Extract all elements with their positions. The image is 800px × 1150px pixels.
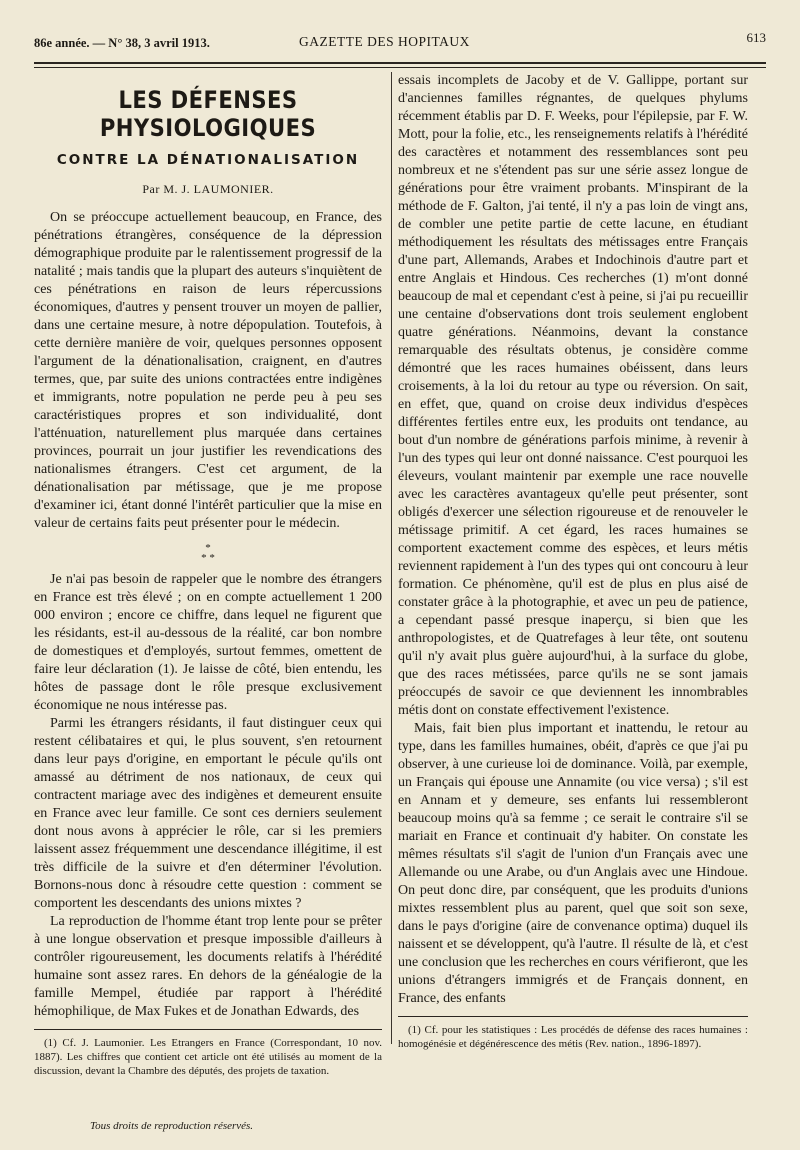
header-rule [34, 62, 766, 68]
paragraph: Mais, fait bien plus important et inattendu, le retour au type, dans les familles humaines, obéit, d'après ce que j'ai pu observer, à une curieuse loi de dominance. Voilà, par exemple, un Français qui épouse une Annamite (ou vice versa) ; s'il est en Annam et y demeure, ses enfants lui ressembleront beaucoup moins qu'à sa femme ; ce serait le contraire s'il se mariait en France et continuait d'y habiter. On constate les mêmes résultats s'il s'agit de l'union d'un Français avec une Allemande ou une Arabe, ou d'un Anglais avec une Hindoue. On peut donc dire, par conséquent, que les produits d'unions mixtes ressemblent plus au parent, quel que soit son sexe, dans le pays d'origine (aire de convenance optima) duquel ils naissent et se développent, qu'à l'autre. Il résulte de là, et c'est une conclusion que les recherches en cours vérifieront, que les unions d'étrangers immigrés et de Français donnent, en France, des enfants [398, 721, 748, 1006]
paragraph: Je n'ai pas besoin de rappeler que le nombre des étrangers en France est très élevé ; on en compte actuellement 1 200 000 environ ; encore ce chiffre, dans lequel ne figurent que les résidants, est-il au-dessous de la réalité, car bon nombre de domestiques et d'employés, surtout femmes, omettent de faire leur déclaration (1). Je laisse de côté, bien entendu, les hôtes de passage dont le rôle presque exclusivement économique ne nous intéresse pas. [34, 572, 382, 713]
running-head [34, 30, 766, 52]
paragraph: Parmi les étrangers résidants, il faut distinguer ceux qui restent célibataires et qui, le plus souvent, s'en retournent dans leur pays d'origine, en emportant le pécule qu'ils ont amassé au détriment de nos nationaux, de ceux qui contractent mariage avec des indigènes et demeurent ensuite en France avec leur famille. Ce sont ces derniers seulement dont nous avons à apprécier le rôle, car si les premiers laissent assez fréquemment une descendance illégitime, il est très difficile de la suivre et d'en déterminer l'évolution. Bornons-nous donc à résoudre cette question : comment se comportent les descendants des unions mixtes ? [34, 716, 382, 911]
issue-info: 86e année. — N° 38, 3 avril 1913. [34, 36, 210, 50]
footnote: (1) Cf. pour les statistiques : Les procédés de défense des races humaines : homogénésie et dégénérescence des métis (Rev. nation., 1896-1897). [398, 1024, 748, 1050]
asterism-bottom: * * [201, 552, 215, 564]
left-column [34, 72, 382, 1078]
paragraph: On se préoccupe actuellement beaucoup, en France, des pénétrations étrangères, conséquence de la dépression démographique produite par le ralentissement progressif de la natalité ; mais tandis que la plupart des auteurs s'inquiètent de ces pénétrations en raison de leurs répercussions économiques, d'autres y pensent trouver un moyen de pallier, dans une certaine mesure, à notre dépopulation. Toutefois, à cette dernière manière de voir, quelques personnes opposent l'argument de la dénationalisation, craignent, en d'autres termes, que, par suite des unions contractées entre indigènes et immigrants, notre population ne perde peu à peu ses caractéristiques propres et son individualité, dont l'atténuation, naturellement plus marquée dans certaines provinces, pourrait un jour justifier les revendications des nationalismes étrangers. C'est cet argument, de la dénationalisation par métissage, que je me propose d'examiner ici, étant donné l'intérêt particulier que la mise en valeur de certains faits peut présenter pour le médecin. [34, 210, 382, 531]
right-column [398, 72, 748, 1051]
footnote-rule [398, 1016, 748, 1017]
rights-notice: Tous droits de reproduction réservés. [90, 1120, 254, 1132]
page-number: 613 [746, 30, 766, 45]
paragraph: essais incomplets de Jacoby et de V. Gallippe, portant sur d'anciennes familles régnantes, de quelques phylums récemment établis par D. F. Weeks, pour l'épilepsie, par F. W. Mott, pour la folie, etc., les renseignements relatifs à l'hérédité des caractères et notamment des ressemblances sont peu nombreux et ne s'étendent pas sur une série assez longue de générations pour être vraiment probants. M'inspirant de la méthode de F. Galton, j'ai tenté, il n'y a pas loin de vingt ans, de combler une petite partie de cette lacune, en étudiant méthodiquement les résultats des métissages entre Français d'une part, Allemands, Arabes et Indochinois d'autre part et entre Anglais et Hindous. Ces recherches (1) m'ont donné beaucoup de mal et cependant c'est à peine, si j'ai pu recueillir une centaine d'observations dont trois seulement englobent quatre générations. Néanmoins, devant la constance remarquable des résultats obtenus, je considère comme démontré que les races humaines obéissent, dans leurs croisements, à la loi du retour au type ou réversion. On sait, en effet, que, quand on croise deux individus d'espèces différentes fertiles entre eux, les produits ont tendance, au bout d'un nombre de générations parfois minime, à revenir à l'un des types qui leur ont donné naissance. C'est pourquoi les éleveurs, voulant maintenir par exemple une race nouvelle avec les caractères avantageux qu'elle peut présenter, sont obligés d'exercer une sélection rigoureuse et de renouveler le métissage primitif. A cet égard, les races humaines se comportent exactement comme des espèces, et leurs métis reviennent rapidement à l'un des types qui ont concouru à leur formation. Ce phénomène, qu'il est de plus en plus aisé de constater grâce à la photographie, et avec un peu de patience, a cependant passé presque inaperçu, si bien que les anthropologistes, et de Quatrefages à leur tête, ont soutenu qu'il n'y avait plus guère aujourd'hui, à la surface du globe, que des races métissées, parce qu'ils ne se sont jamais préoccupés de savoir ce que deviennent les innombrables métis dont on constate effectivement l'existence. [398, 73, 748, 718]
article-byline: Par M. J. LAUMONIER. [142, 182, 274, 196]
column-divider [391, 72, 392, 1044]
paragraph: La reproduction de l'homme étant trop lente pour se prêter à une longue observation et presque impossible d'ailleurs à contrôler rigoureusement, les documents relatifs à l'hérédité humaine sont assez rares. En dehors de la généalogie de la famille Mempel, étudiée par rapport à l'hérédité hémophilique, de Max Fukes et de Jonathan Edwards, des [34, 914, 382, 1019]
asterism [34, 543, 382, 563]
asterism-top: * [205, 542, 211, 554]
footnote: (1) Cf. J. Laumonier. Les Etrangers en France (Correspondant, 10 nov. 1887). Les chiffres que contient cet article ont été utilisés au moment de la discussion, devant la Chambre des députés, des projets de taxation. [34, 1037, 382, 1077]
article-title: LES DÉFENSES PHYSIOLOGIQUES [99, 86, 317, 142]
journal-title: GAZETTE DES HOPITAUX [299, 34, 470, 49]
article-subtitle: CONTRE LA DÉNATIONALISATION [56, 152, 360, 168]
footnote-rule [34, 1029, 382, 1030]
